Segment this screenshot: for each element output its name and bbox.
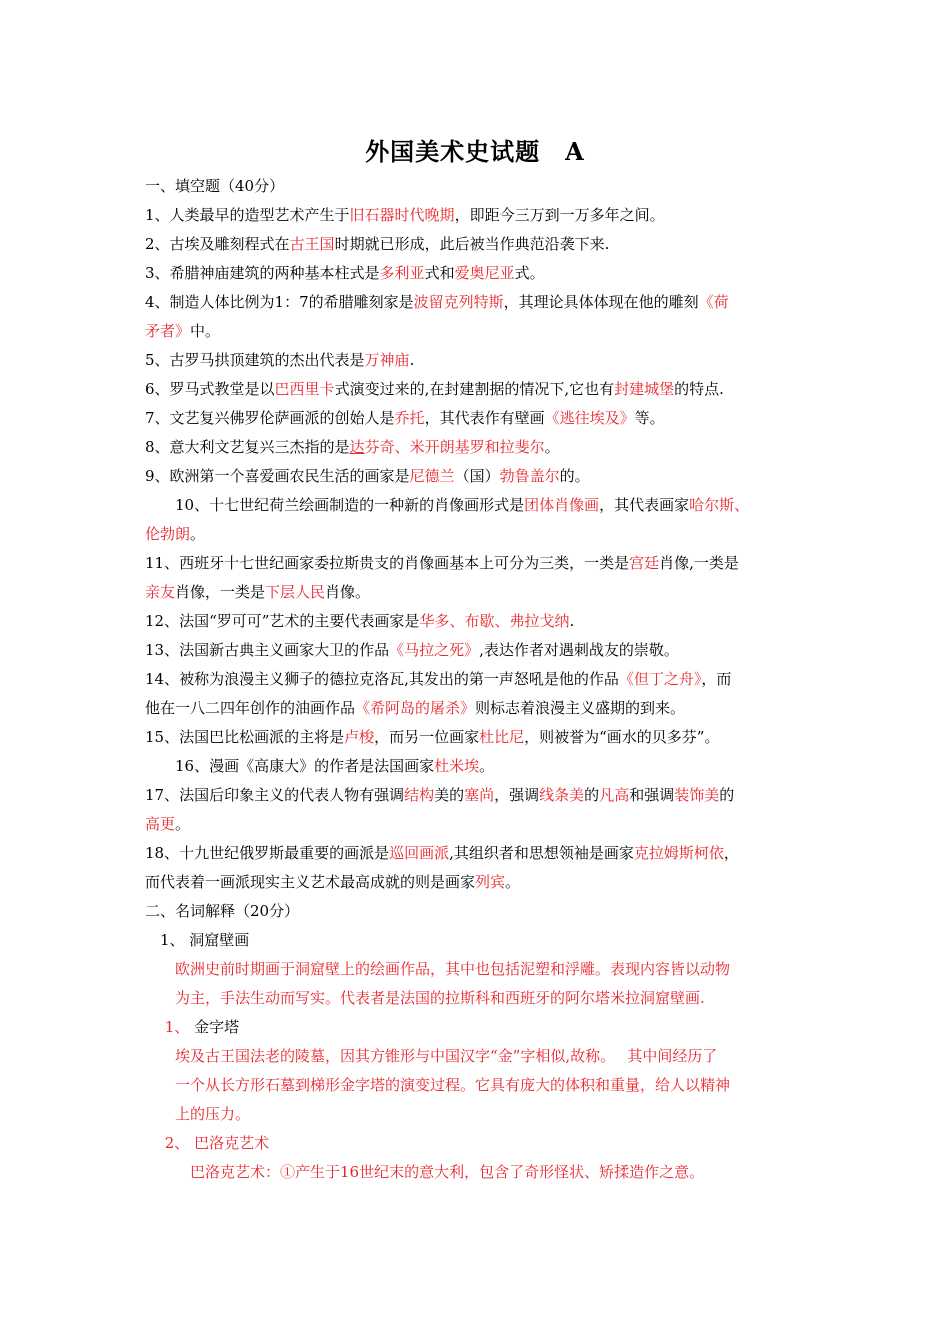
question-text: 。 — [190, 525, 206, 543]
question-text: 则标志着浪漫主义盛期的到来。 — [475, 699, 686, 717]
question-text: ，其理论具体体现在他的雕刻 — [503, 293, 699, 311]
fill-blank-line — [145, 611, 822, 631]
answer-text: 2、 巴洛克艺术 — [145, 1134, 270, 1152]
answer-text: 1、 — [145, 1018, 195, 1036]
answer-text: 一个从长方形石墓到梯形金字塔的演变过程。它具有庞大的体积和重量，给人以精神 — [145, 1076, 731, 1094]
term-definition-line — [145, 988, 822, 1008]
answer-text: 线条美 — [539, 786, 585, 804]
question-text: 4、制造人体比例为1：7的希腊雕刻家是 — [145, 293, 414, 311]
question-text: 而代表着一画派现实主义艺术最高成就的则是画家 — [145, 873, 476, 891]
answer-text: 卢梭 — [344, 728, 375, 746]
question-text: 17、法国后印象主义的代表人物有强调 — [145, 786, 405, 804]
question-text: 式和 — [424, 264, 455, 282]
question-text: 。 — [544, 438, 560, 456]
answer-text: 高更 — [145, 815, 176, 833]
fill-blank-line — [145, 814, 822, 834]
fill-blank-line — [145, 785, 822, 805]
question-text: . — [409, 351, 415, 369]
question-text: 金字塔 — [194, 1018, 240, 1036]
question-text: ,表达作者对遇刺战友的崇敬。 — [479, 641, 679, 659]
answer-text: 伦勃朗 — [145, 525, 191, 543]
fill-blank-line — [145, 727, 822, 747]
question-text: 。 — [175, 815, 191, 833]
answer-text: 杜米埃 — [434, 757, 480, 775]
answer-text: 巴西里卡 — [274, 380, 335, 398]
fill-blank-line — [145, 379, 822, 399]
question-text: 18、十九世纪俄罗斯最重要的画派是 — [145, 844, 390, 862]
question-text: ， — [723, 844, 739, 862]
answer-text: 芬奇、米开朗基罗和拉斐尔 — [364, 438, 545, 456]
fill-blank-line — [145, 466, 822, 486]
answer-text: 埃及古王国法老的陵墓，因其方锥形与中国汉字“金”字相似,故称。 其中间经历了 — [145, 1047, 718, 1065]
question-text: 11、西班牙十七世纪画家委拉斯贵支的肖像画基本上可分为三类，一类是 — [145, 554, 630, 572]
question-text: 10、十七世纪荷兰绘画制造的一种新的肖像画形式是 — [145, 496, 525, 514]
answer-text: 华多、布歇、弗拉戈纳 — [419, 612, 570, 630]
answer-text: 列宾 — [475, 873, 506, 891]
question-text: 15、法国巴比松画派的主将是 — [145, 728, 345, 746]
fill-blank-line — [145, 263, 822, 283]
answer-text: 矛者》 — [145, 322, 191, 340]
answer-text: 欧洲史前时期画于洞窟壁上的绘画作品，其中也包括泥塑和浮雕。表现内容皆以动物 — [145, 960, 731, 978]
question-text: 3、希腊神庙建筑的两种基本柱式是 — [145, 264, 380, 282]
question-text: 等。 — [634, 409, 665, 427]
answer-text: 尼德兰 — [409, 467, 455, 485]
fill-blank-line — [145, 495, 822, 515]
fill-blank-line — [145, 698, 822, 718]
question-text: 1、 洞窟壁画 — [145, 931, 250, 949]
answer-text: 宫廷 — [629, 554, 660, 572]
answer-text: 凡高 — [599, 786, 630, 804]
question-text: 9、欧洲第一个喜爱画农民生活的画家是 — [145, 467, 410, 485]
answer-text: 塞尚 — [464, 786, 495, 804]
question-text: 的。 — [559, 467, 590, 485]
fill-blank-line — [145, 669, 822, 689]
term-definition-line — [145, 930, 822, 950]
question-text: ，则被誉为“画水的贝多芬”。 — [524, 728, 720, 746]
fill-blank-line — [145, 524, 822, 544]
answer-text: 《希阿岛的屠杀》 — [355, 699, 476, 717]
question-text: ，其代表作有壁画 — [424, 409, 545, 427]
term-definition-line — [145, 1133, 822, 1153]
answer-text: 《逃往埃及》 — [544, 409, 635, 427]
question-text: 2、古埃及雕刻程式在 — [145, 235, 290, 253]
answer-text: 乔托 — [394, 409, 425, 427]
answer-text: 勃鲁盖尔 — [499, 467, 560, 485]
fill-blank-line — [145, 321, 822, 341]
question-text: （国） — [454, 467, 500, 485]
question-text: 肖像。 — [325, 583, 371, 601]
fill-blank-line — [145, 756, 822, 776]
answer-text: 万神庙 — [364, 351, 410, 369]
answer-text: 下层人民 — [265, 583, 326, 601]
question-text: 美的 — [434, 786, 465, 804]
fill-blank-line — [145, 872, 822, 892]
question-text: 中。 — [190, 322, 221, 340]
fill-blank-line — [145, 234, 822, 254]
fill-blank-line — [145, 640, 822, 660]
term-definition-line — [145, 959, 822, 979]
fill-blank-line — [145, 582, 822, 602]
question-text: 8、意大利文艺复兴三杰指的是 — [145, 438, 350, 456]
answer-text: 为主，手法生动而写实。代表者是法国的拉斯科和西班牙的阿尔塔米拉洞窟壁画. — [145, 989, 705, 1007]
question-text: ,其组织者和思想领袖是画家 — [449, 844, 634, 862]
fill-blank-line — [145, 437, 822, 457]
term-definition-line — [145, 1162, 822, 1182]
question-text: 的特点. — [674, 380, 724, 398]
question-text: 他在一八二四年创作的油画作品 — [145, 699, 356, 717]
question-text: 14、被称为浪漫主义狮子的德拉克洛瓦,其发出的第一声怒吼是他的作品 — [145, 670, 619, 688]
question-text: 的 — [584, 786, 600, 804]
question-text: 的 — [719, 786, 735, 804]
answer-text: 《马拉之死》 — [389, 641, 480, 659]
question-text: 肖像,一类是 — [659, 554, 739, 572]
answer-text: 多利亚 — [379, 264, 425, 282]
question-text: 5、古罗马拱顶建筑的杰出代表是 — [145, 351, 365, 369]
question-text: ，其代表画家 — [599, 496, 690, 514]
answer-text: 亲友 — [145, 583, 176, 601]
fill-blank-line — [145, 553, 822, 573]
question-text: 16、漫画《高康大》的作者是法国画家 — [145, 757, 435, 775]
term-definition-line — [145, 1046, 822, 1066]
fill-blank-line — [145, 350, 822, 370]
question-text: ，强调 — [494, 786, 540, 804]
question-text: 1、人类最早的造型艺术产生于 — [145, 206, 350, 224]
question-text: ，而 — [701, 670, 732, 688]
section-heading: 二、名词解释（20分） — [145, 902, 300, 920]
question-text: 6、罗马式教堂是以 — [145, 380, 275, 398]
question-text: 。 — [505, 873, 521, 891]
question-text: 肖像，一类是 — [175, 583, 266, 601]
answer-text: 巴洛克艺术：①产生于16世纪末的意大利，包含了奇形怪状、矫揉造作之意。 — [145, 1163, 705, 1181]
question-text: 和强调 — [629, 786, 675, 804]
answer-text: 结构 — [404, 786, 435, 804]
question-text: 13、法国新古典主义画家大卫的作品 — [145, 641, 390, 659]
term-definition-line — [145, 1075, 822, 1095]
fill-blank-line — [145, 205, 822, 225]
answer-text: 旧石器时代晚期 — [349, 206, 455, 224]
answer-text: 杜比尼 — [479, 728, 525, 746]
fill-blank-line — [145, 292, 822, 312]
section-heading: 一、填空题（40分） — [145, 177, 285, 195]
fill-blank-line — [145, 408, 822, 428]
term-definition-line — [145, 1017, 822, 1037]
question-text: . — [569, 612, 575, 630]
fill-blank-line — [145, 843, 822, 863]
question-text: 。 — [479, 757, 495, 775]
document-title: 外国美术史试题 A — [365, 137, 585, 166]
question-text: 时期就已形成，此后被当作典范沿袭下来. — [334, 235, 610, 253]
answer-text: 装饰美 — [674, 786, 720, 804]
term-definition-line — [145, 1104, 822, 1124]
answer-text: 《但丁之舟》 — [618, 670, 702, 688]
answer-text: 波留克列特斯 — [413, 293, 504, 311]
answer-text: 巡回画派 — [389, 844, 450, 862]
question-text: ，即距今三万到一万多年之间。 — [454, 206, 665, 224]
question-text: 12、法国“罗可可”艺术的主要代表画家是 — [145, 612, 420, 630]
answer-text: 封建城堡 — [614, 380, 675, 398]
question-text: 式演变过来的,在封建割据的情况下,它也有 — [334, 380, 615, 398]
answer-text: 克拉姆斯柯依 — [633, 844, 724, 862]
answer-text: 团体肖像画 — [524, 496, 600, 514]
question-text: 7、文艺复兴佛罗伦萨画派的创始人是 — [145, 409, 395, 427]
answer-text: 哈尔斯、 — [689, 496, 750, 514]
answer-text: 上的压力。 — [145, 1105, 251, 1123]
question-text: ，而另一位画家 — [374, 728, 480, 746]
answer-text: 达 — [349, 438, 365, 456]
question-text: 式。 — [514, 264, 545, 282]
answer-text: 爱奥尼亚 — [454, 264, 515, 282]
answer-text: 古王国 — [289, 235, 335, 253]
answer-text: 《荷 — [698, 293, 729, 311]
